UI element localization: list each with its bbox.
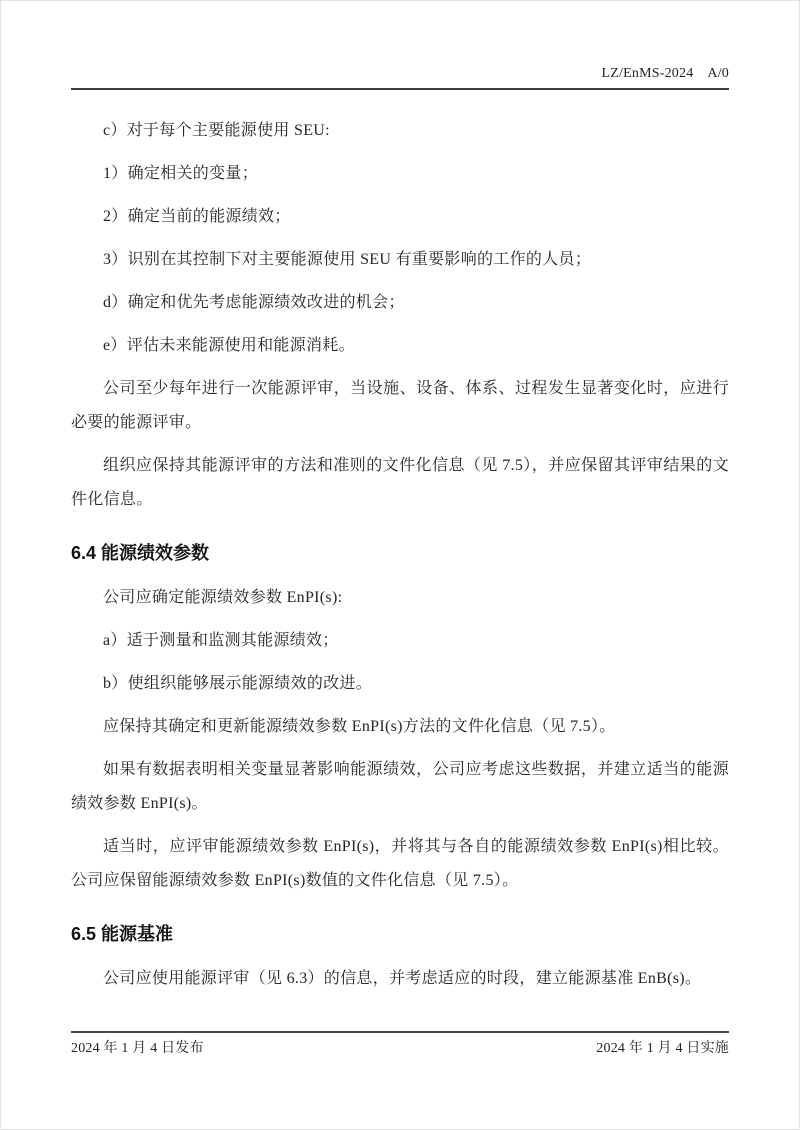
- paragraph-enpi-review-comparison: 适当时，应评审能源绩效参数 EnPI(s)，并将其与各自的能源绩效参数 EnPI(s)相比较。公司应保留能源绩效参数 EnPI(s)数值的文件化信息（见 7.5）。: [71, 838, 729, 889]
- footer-release-date: 2024 年 1 月 4 日发布: [71, 1041, 204, 1056]
- paragraph-enpi-method-documentation: 应保持其确定和更新能源绩效参数 EnPI(s)方法的文件化信息（见 7.5）。: [103, 718, 616, 735]
- list-item-e: e）评估未来能源使用和能源消耗。: [103, 337, 355, 354]
- document-code: LZ/EnMS-2024: [601, 66, 694, 81]
- list-item-d: d）确定和优先考虑能源绩效改进的机会；: [103, 294, 405, 311]
- paragraph-energy-review-frequency: 公司至少每年进行一次能源评审，当设施、设备、体系、过程发生显著变化时，应进行必要的能源评审。: [71, 380, 729, 431]
- page-footer: [71, 1031, 729, 1058]
- section-heading-6-5: 6.5 能源基准: [71, 924, 174, 944]
- list-item-1: 1）确定相关的变量；: [103, 165, 259, 182]
- paragraph-enpi-intro: 公司应确定能源绩效参数 EnPI(s):: [103, 589, 343, 606]
- section-heading-6-4: 6.4 能源绩效参数: [71, 543, 210, 563]
- document-body: [71, 114, 729, 996]
- document-revision: A/0: [707, 66, 729, 81]
- list-item-b: b）使组织能够展示能源绩效的改进。: [103, 675, 373, 692]
- list-item-2: 2）确定当前的能源绩效；: [103, 208, 291, 225]
- list-item-a: a）适于测量和监测其能源绩效；: [103, 632, 339, 649]
- footer-implement-date: 2024 年 1 月 4 日实施: [596, 1041, 729, 1056]
- page-header: [71, 64, 729, 90]
- list-item-c: c）对于每个主要能源使用 SEU:: [103, 122, 330, 139]
- paragraph-energy-review-documentation: 组织应保持其能源评审的方法和准则的文件化信息（见 7.5），并应保留其评审结果的文件化信息。: [71, 457, 729, 508]
- paragraph-enb-intro: 公司应使用能源评审（见 6.3）的信息，并考虑适应的时段，建立能源基准 EnB(s)。: [103, 970, 702, 987]
- list-item-3: 3）识别在其控制下对主要能源使用 SEU 有重要影响的工作的人员；: [103, 251, 592, 268]
- paragraph-enpi-relevant-variables: 如果有数据表明相关变量显著影响能源绩效，公司应考虑这些数据，并建立适当的能源绩效参数 EnPI(s)。: [71, 761, 729, 812]
